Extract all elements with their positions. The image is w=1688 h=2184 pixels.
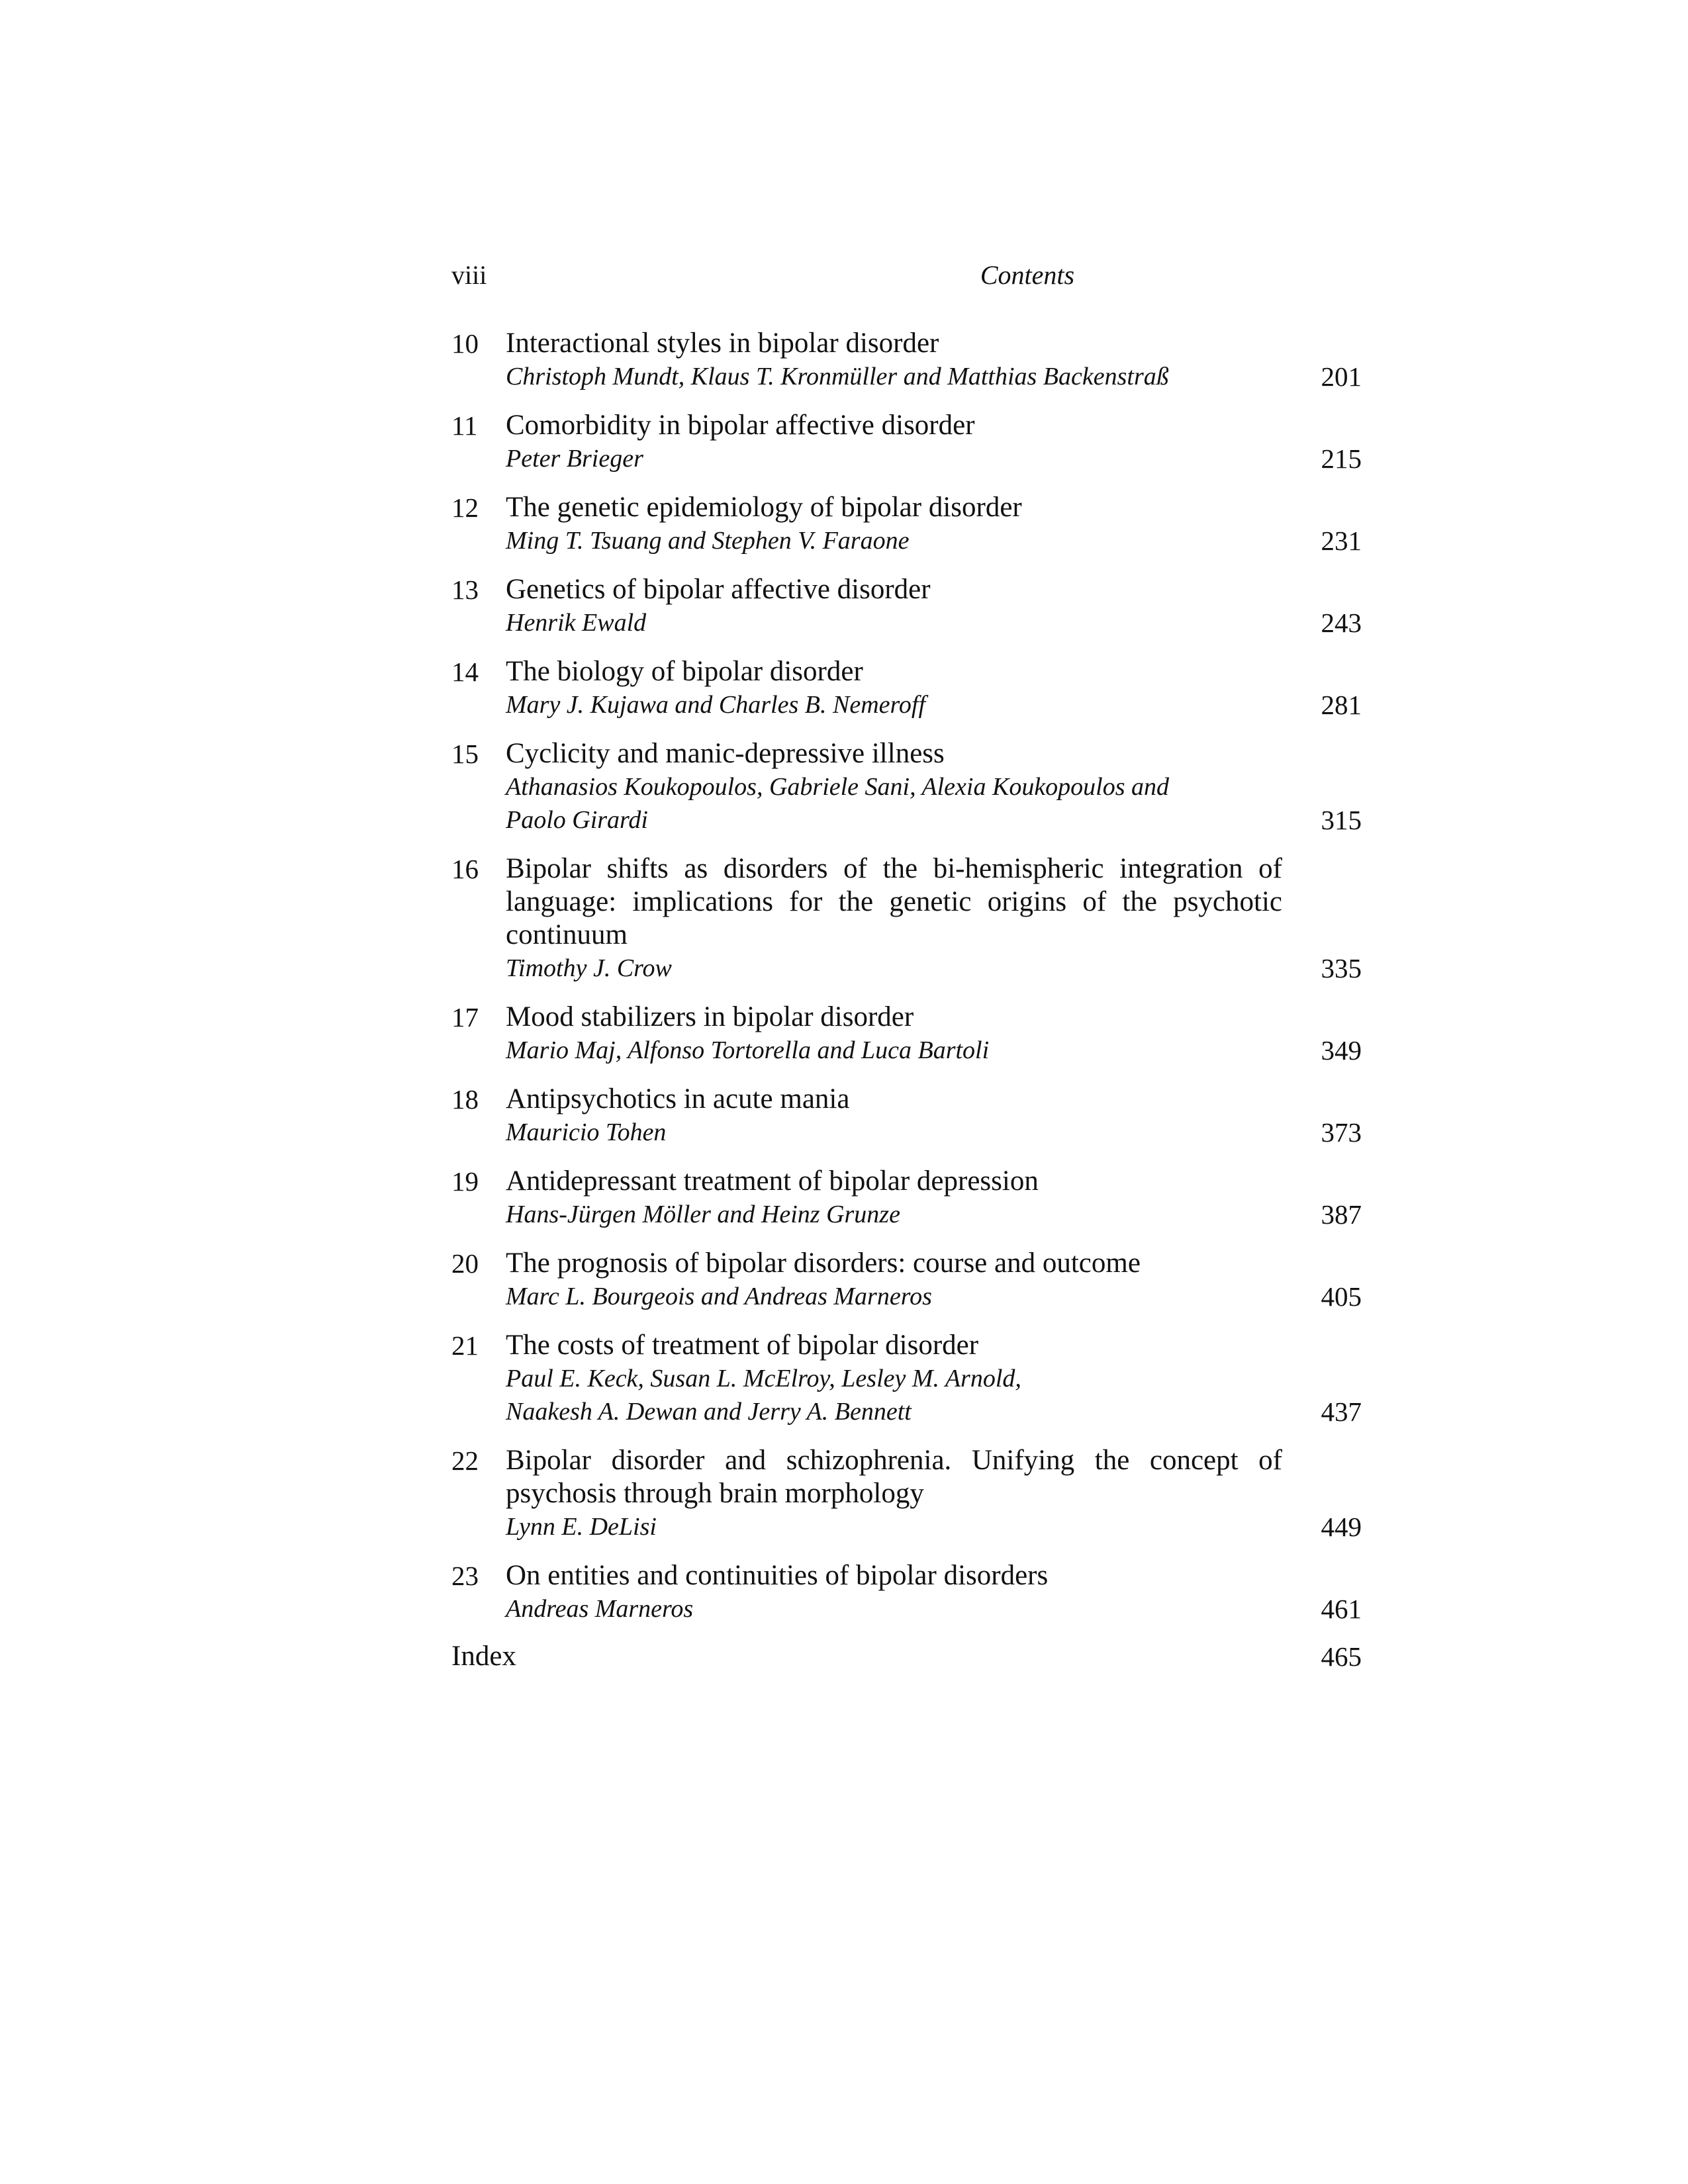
page-folio: viii: [451, 260, 487, 290]
toc-entry: [451, 1444, 1362, 1543]
section-title: Contents: [980, 260, 1075, 290]
chapter-title: Interactional styles in bipolar disorder: [506, 328, 939, 359]
chapter-number: 10: [451, 328, 479, 359]
chapter-authors: Timothy J. Crow: [506, 954, 672, 982]
chapter-page-number: 315: [1321, 805, 1362, 835]
chapter-number: 22: [451, 1445, 479, 1476]
chapter-authors: Andreas Marneros: [506, 1595, 694, 1623]
toc-index-entry: [451, 1640, 1362, 1677]
chapter-number: 19: [451, 1166, 479, 1197]
chapter-page-number: 243: [1321, 608, 1362, 638]
chapter-number: 11: [451, 410, 478, 441]
chapter-title: The biology of bipolar disorder: [506, 656, 863, 687]
chapter-number: 21: [451, 1330, 479, 1361]
chapter-title: Antidepressant treatment of bipolar depression: [506, 1165, 1039, 1197]
chapter-title: The genetic epidemiology of bipolar disorder: [506, 492, 1022, 523]
chapter-page-number: 231: [1321, 525, 1362, 556]
chapter-authors: Mario Maj, Alfonso Tortorella and Luca Bartoli: [506, 1036, 990, 1064]
chapter-authors: Ming T. Tsuang and Stephen V. Faraone: [506, 527, 910, 555]
chapter-page-number: 281: [1321, 690, 1362, 720]
chapter-authors: Peter Brieger: [506, 445, 643, 473]
chapter-page-number: 437: [1321, 1396, 1362, 1427]
chapter-page-number: 449: [1321, 1512, 1362, 1542]
chapter-number: 23: [451, 1561, 479, 1591]
toc-entry: [451, 491, 1362, 557]
chapter-page-number: 215: [1321, 443, 1362, 474]
toc-entry: [451, 573, 1362, 639]
chapter-page-number: 373: [1321, 1117, 1362, 1148]
chapter-number: 20: [451, 1248, 479, 1279]
chapter-authors: Marc L. Bourgeois and Andreas Marneros: [506, 1283, 932, 1310]
chapter-title: The prognosis of bipolar disorders: course and outcome: [506, 1248, 1141, 1279]
chapter-title: Mood stabilizers in bipolar disorder: [506, 1001, 914, 1032]
chapter-number: 17: [451, 1002, 479, 1032]
table-of-contents: [451, 327, 1362, 1677]
toc-entry: [451, 852, 1362, 985]
toc-entry: [451, 1247, 1362, 1313]
toc-entry: [451, 655, 1362, 721]
chapter-number: 12: [451, 492, 479, 523]
chapter-number: 16: [451, 854, 479, 884]
toc-entry: [451, 1559, 1362, 1625]
running-head: [451, 259, 1362, 299]
chapter-authors: Lynn E. DeLisi: [506, 1513, 657, 1541]
chapter-authors: Naakesh A. Dewan and Jerry A. Bennett: [506, 1398, 912, 1426]
toc-entry: [451, 1083, 1362, 1149]
index-label: Index: [451, 1641, 516, 1672]
chapter-title: Cyclicity and manic-depressive illness: [506, 738, 945, 769]
toc-entry: [451, 1165, 1362, 1231]
index-page-number: 465: [1321, 1641, 1362, 1672]
chapter-page-number: 201: [1321, 361, 1362, 392]
chapter-title: Bipolar disorder and schizophrenia. Unifying the concept of psychosis through brain morphology: [506, 1445, 1282, 1509]
chapter-title: Antipsychotics in acute mania: [506, 1083, 850, 1115]
chapter-authors: Mauricio Tohen: [506, 1118, 667, 1146]
chapter-authors: Hans-Jürgen Möller and Heinz Grunze: [506, 1201, 900, 1228]
chapter-authors: Christoph Mundt, Klaus T. Kronmüller and Matthias Backenstraß: [506, 363, 1169, 390]
chapter-authors: Athanasios Koukopoulos, Gabriele Sani, Alexia Koukopoulos and: [506, 773, 1170, 801]
chapter-title: Bipolar shifts as disorders of the bi-hemispheric integration of language: implications for the genetic origins of the psychotic continuum: [506, 853, 1282, 950]
chapter-title: On entities and continuities of bipolar disorders: [506, 1560, 1049, 1591]
toc-entry-list: [451, 327, 1362, 1625]
toc-entry: [451, 327, 1362, 393]
chapter-number: 18: [451, 1084, 479, 1115]
chapter-authors: Paul E. Keck, Susan L. McElroy, Lesley M. Arnold,: [506, 1365, 1021, 1392]
chapter-title: Comorbidity in bipolar affective disorder: [506, 410, 975, 441]
chapter-page-number: 349: [1321, 1035, 1362, 1066]
chapter-page-number: 461: [1321, 1594, 1362, 1624]
chapter-title: Genetics of bipolar affective disorder: [506, 574, 931, 605]
chapter-authors: Henrik Ewald: [506, 609, 647, 637]
toc-entry: [451, 1329, 1362, 1428]
chapter-number: 14: [451, 657, 479, 687]
toc-entry: [451, 1001, 1362, 1067]
chapter-number: 15: [451, 739, 479, 769]
toc-entry: [451, 409, 1362, 475]
chapter-page-number: 335: [1321, 953, 1362, 983]
chapter-page-number: 387: [1321, 1199, 1362, 1230]
chapter-authors: Mary J. Kujawa and Charles B. Nemeroff: [506, 691, 925, 719]
chapter-authors: Paolo Girardi: [506, 806, 648, 834]
chapter-page-number: 405: [1321, 1281, 1362, 1312]
chapter-number: 13: [451, 574, 479, 605]
toc-entry: [451, 737, 1362, 837]
chapter-title: The costs of treatment of bipolar disorder: [506, 1330, 979, 1361]
